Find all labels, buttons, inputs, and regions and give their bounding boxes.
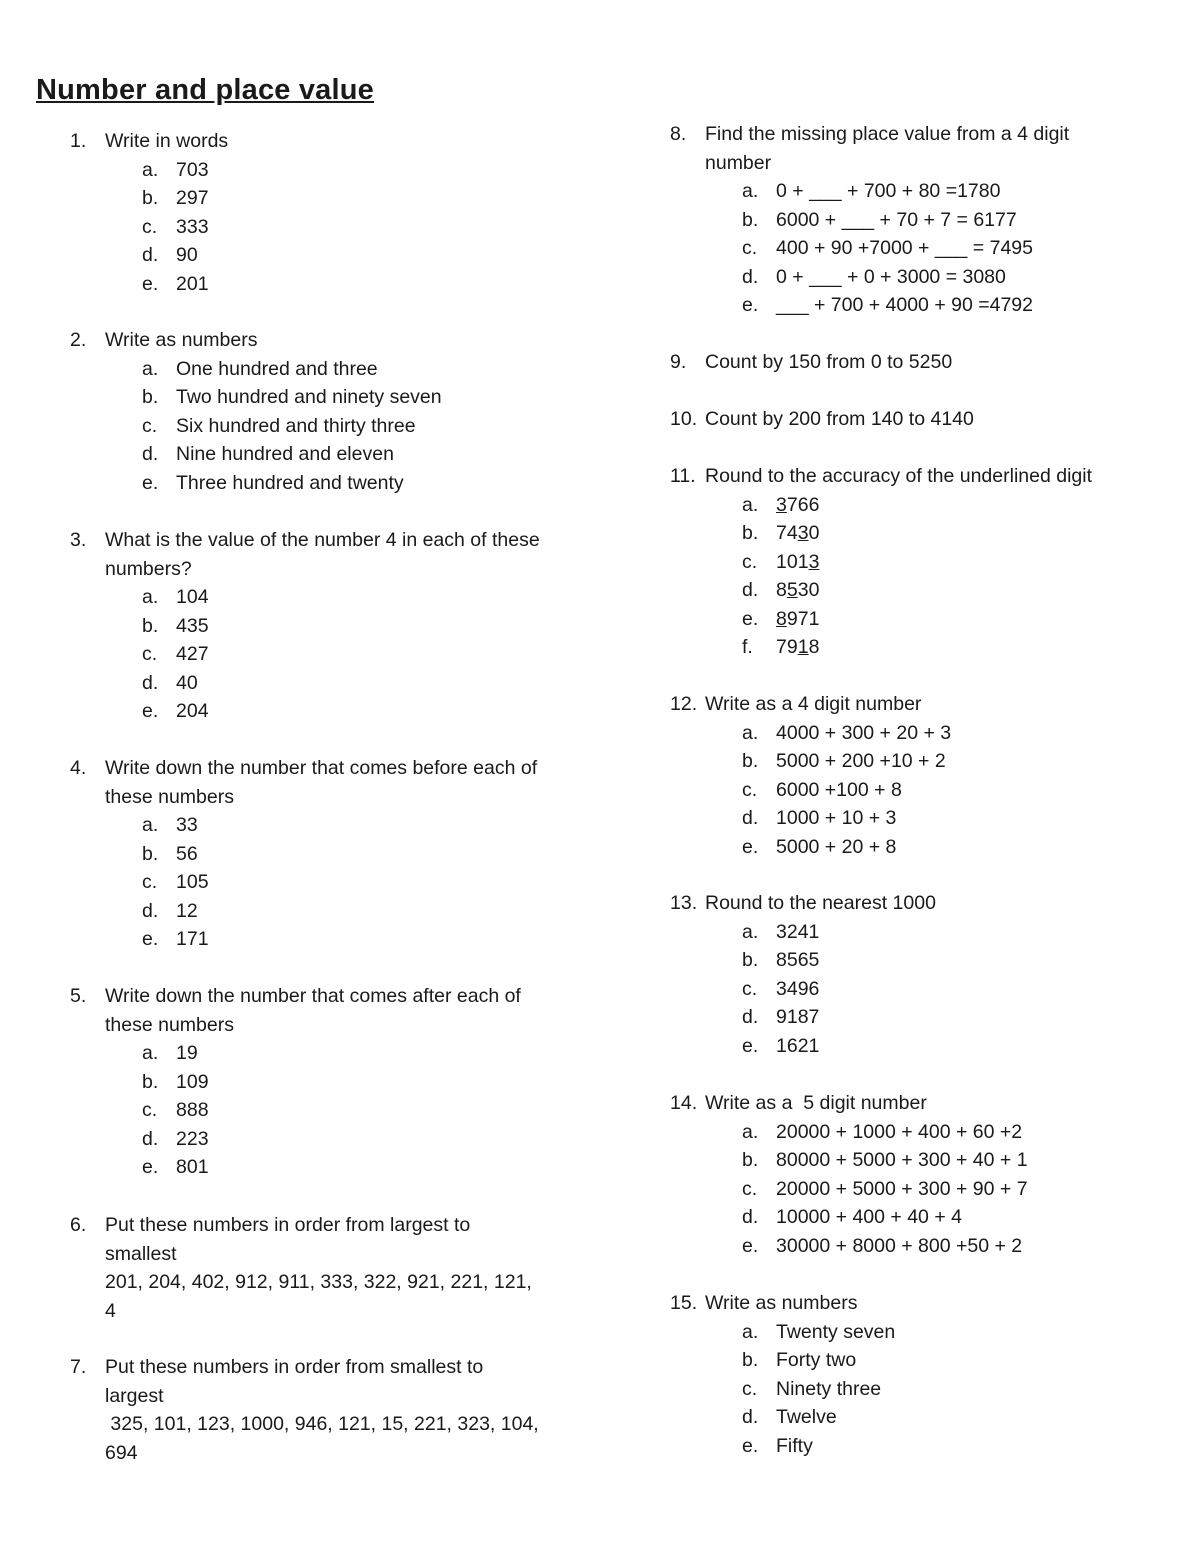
list-item: [670, 633, 1180, 662]
item-value: Nine hundred and eleven: [176, 443, 394, 465]
list-item: [670, 1146, 1170, 1175]
item-value: 223: [176, 1127, 209, 1150]
item-value: 400 + 90 +7000 + ___ = 7495: [776, 237, 1033, 259]
item-letter: c.: [742, 1177, 758, 1200]
item-letter: b.: [142, 386, 159, 408]
question-text: Write as numbers: [705, 1292, 858, 1314]
item-value: 20000 + 1000 + 400 + 60 +2: [776, 1120, 1023, 1143]
list-item: [670, 548, 1180, 577]
list-item: [70, 612, 560, 641]
digit: 3: [797, 579, 809, 601]
list-item: [670, 1432, 1170, 1461]
item-letter: d.: [742, 1206, 759, 1228]
underlined-digit: 5: [786, 579, 798, 601]
question-text: Write down the number that comes before each of these numbers: [105, 757, 538, 808]
digit: 6: [808, 493, 820, 516]
item-value: 171: [176, 928, 209, 950]
item-value: Three hundred and twenty: [176, 471, 404, 494]
item-value: 20000 + 5000 + 300 + 90 + 7: [776, 1177, 1028, 1200]
question-15: [670, 1289, 1170, 1460]
item-value: Six hundred and thirty three: [176, 414, 416, 437]
digit: 0: [786, 550, 798, 573]
question-text: Write as a 5 digit number: [705, 1092, 927, 1114]
list-item: [70, 925, 560, 954]
list-item: [70, 213, 560, 242]
list-item: [70, 669, 560, 698]
item-letter: b.: [742, 1149, 759, 1171]
item-value: 109: [176, 1070, 209, 1093]
question-9: [670, 348, 1170, 377]
item-value: 56: [176, 842, 198, 865]
list-item: [70, 469, 560, 498]
answer-list: [70, 156, 560, 299]
item-value: 10000 + 400 + 40 + 4: [776, 1206, 962, 1228]
question-number: 7.: [70, 1356, 87, 1378]
item-letter: a.: [742, 1120, 759, 1143]
item-value: 30000 + 8000 + 800 +50 + 2: [776, 1234, 1023, 1257]
item-value: [776, 491, 819, 520]
list-item: [670, 719, 1170, 748]
question-4: [70, 754, 560, 954]
question-number: 6.: [70, 1214, 87, 1236]
item-value: 40: [176, 671, 198, 694]
page-title: Number and place value: [36, 74, 375, 106]
digit: 1: [776, 550, 787, 573]
item-value: 0 + ___ + 700 + 80 =1780: [776, 180, 1001, 202]
list-item: [70, 897, 560, 926]
item-letter: a.: [142, 586, 159, 608]
question-number: 13.: [670, 892, 698, 914]
digit: 8: [776, 579, 787, 601]
list-item: [670, 975, 1170, 1004]
list-item: [70, 156, 560, 185]
question-text: Put these numbers in order from smallest to largest: [105, 1356, 484, 1407]
item-letter: e.: [742, 294, 759, 316]
answer-list: [670, 719, 1170, 862]
question-text: Write as numbers: [105, 329, 258, 351]
list-item: [70, 868, 560, 897]
item-letter: a.: [742, 493, 759, 516]
answer-list: [670, 1118, 1170, 1261]
item-letter: e.: [742, 1234, 759, 1257]
item-letter: a.: [142, 357, 159, 380]
digit: 4: [786, 522, 798, 544]
list-item: [70, 697, 560, 726]
list-item: [670, 918, 1170, 947]
question-2: [70, 326, 560, 497]
list-item: [670, 605, 1180, 634]
question-3: [70, 526, 560, 726]
list-item: [70, 1068, 560, 1097]
item-letter: e.: [142, 928, 159, 950]
list-item: [670, 1232, 1170, 1261]
item-letter: c.: [742, 977, 758, 1000]
item-value: 6000 +100 + 8: [776, 778, 902, 801]
list-item: [670, 234, 1170, 263]
list-item: [70, 440, 560, 469]
list-item: [670, 1318, 1170, 1347]
answer-list: [70, 811, 560, 954]
item-value: 297: [176, 187, 209, 209]
list-item: [70, 1096, 560, 1125]
answer-list: [70, 355, 560, 498]
item-value: One hundred and three: [176, 357, 378, 380]
list-item: [70, 1125, 560, 1154]
question-14: [670, 1089, 1170, 1260]
question-5: [70, 982, 560, 1182]
item-value: 201: [176, 272, 209, 295]
item-value: 4000 + 300 + 20 + 3: [776, 721, 952, 744]
item-letter: b.: [742, 750, 759, 772]
item-letter: e.: [742, 607, 759, 630]
item-value: 1621: [776, 1034, 820, 1057]
item-letter: a.: [742, 920, 759, 943]
question-number: 4.: [70, 757, 87, 779]
item-letter: e.: [142, 272, 159, 295]
digit: 9: [786, 636, 798, 658]
question-text: Count by 200 from 140 to 4140: [705, 408, 974, 430]
item-value: 435: [176, 614, 209, 637]
item-value: 5000 + 20 + 8: [776, 835, 897, 858]
answer-list: [670, 491, 1180, 662]
item-letter: c.: [742, 550, 758, 573]
item-value: 105: [176, 871, 209, 893]
list-item: [670, 1032, 1170, 1061]
item-letter: a.: [142, 814, 159, 836]
item-value: 801: [176, 1156, 209, 1178]
list-item: [670, 177, 1170, 206]
list-item: [70, 184, 560, 213]
item-value: Ninety three: [776, 1377, 882, 1400]
item-letter: d.: [142, 899, 159, 922]
digit: 7: [797, 607, 809, 630]
item-value: Two hundred and ninety seven: [176, 386, 442, 408]
list-item: [70, 583, 560, 612]
item-value: Forty two: [776, 1349, 857, 1371]
question-1: [70, 127, 560, 298]
list-item: [670, 946, 1170, 975]
item-value: 5000 + 200 +10 + 2: [776, 750, 946, 772]
list-item: [670, 776, 1170, 805]
question-number: 11.: [670, 465, 696, 487]
digit: 1: [797, 550, 809, 573]
item-letter: d.: [742, 265, 759, 288]
item-letter: d.: [142, 671, 159, 694]
item-value: 204: [176, 700, 209, 722]
list-item: [670, 519, 1180, 548]
answer-list: [670, 918, 1170, 1061]
item-letter: e.: [742, 835, 759, 858]
item-letter: b.: [742, 1349, 759, 1371]
list-item: [670, 1403, 1170, 1432]
underlined-digit: 3: [776, 493, 787, 516]
item-letter: a.: [142, 158, 159, 181]
item-value: 90: [176, 244, 198, 266]
item-letter: b.: [742, 522, 759, 544]
question-text: Round to the nearest 1000: [705, 892, 936, 914]
item-letter: b.: [742, 949, 759, 971]
item-letter: f.: [742, 636, 753, 658]
question-8: [670, 120, 1170, 320]
question-text: What is the value of the number 4 in each of these numbers?: [105, 529, 540, 580]
list-item: [670, 1003, 1170, 1032]
answer-list: [670, 177, 1170, 320]
number-sequence: 201, 204, 402, 912, 911, 333, 322, 921, 221, 121, 4: [105, 1271, 532, 1322]
item-letter: e.: [742, 1034, 759, 1057]
list-item: [670, 1175, 1170, 1204]
item-letter: c.: [142, 871, 158, 893]
item-letter: e.: [142, 1156, 159, 1178]
item-value: 1000 + 10 + 3: [776, 807, 897, 829]
question-text: Count by 150 from 0 to 5250: [705, 351, 953, 373]
item-letter: b.: [142, 187, 159, 209]
item-value: 703: [176, 158, 209, 181]
digit: 6: [797, 493, 809, 516]
item-value: 427: [176, 643, 209, 665]
underlined-digit: 1: [797, 636, 809, 658]
item-letter: a.: [742, 721, 759, 744]
list-item: [670, 804, 1170, 833]
question-text: Write in words: [105, 130, 229, 152]
item-letter: e.: [142, 471, 159, 494]
item-value: [776, 633, 819, 662]
item-letter: b.: [142, 842, 159, 865]
list-item: [670, 833, 1170, 862]
item-value: 333: [176, 215, 209, 238]
item-letter: d.: [742, 807, 759, 829]
digit: 7: [776, 522, 787, 544]
item-letter: c.: [142, 1099, 158, 1121]
answer-list: [70, 583, 560, 726]
question-number: 15.: [670, 1292, 698, 1314]
list-item: [670, 1346, 1170, 1375]
item-value: Fifty: [776, 1434, 813, 1457]
question-text: Round to the accuracy of the underlined digit: [705, 465, 1093, 487]
item-letter: d.: [142, 1127, 159, 1150]
underlined-digit: 8: [776, 607, 787, 630]
item-letter: e.: [742, 1434, 759, 1457]
question-number: 10.: [670, 408, 698, 430]
question-number: 8.: [670, 123, 687, 145]
question-number: 2.: [70, 329, 87, 351]
number-sequence: 325, 101, 123, 1000, 946, 121, 15, 221, 323, 104, 694: [105, 1413, 545, 1464]
answer-list: [70, 1039, 560, 1182]
list-item: [70, 355, 560, 384]
list-item: [70, 383, 560, 412]
answer-list: [670, 1318, 1170, 1461]
item-value: 888: [176, 1099, 209, 1121]
digit: 7: [776, 636, 787, 658]
digit: 8: [808, 636, 820, 658]
item-letter: c.: [742, 778, 758, 801]
question-text: Write down the number that comes after each of these numbers: [105, 985, 521, 1036]
item-value: 8565: [776, 949, 820, 971]
digit: 0: [808, 579, 820, 601]
item-letter: d.: [742, 579, 759, 601]
list-item: [670, 291, 1170, 320]
question-text: Find the missing place value from a 4 digit number: [705, 123, 1070, 174]
list-item: [670, 747, 1170, 776]
digit: 7: [786, 493, 798, 516]
list-item: [670, 576, 1180, 605]
question-number: 12.: [670, 693, 698, 715]
digit: 9: [786, 607, 798, 630]
list-item: [70, 241, 560, 270]
question-6: [70, 1211, 540, 1325]
item-letter: a.: [742, 180, 759, 202]
item-value: [776, 576, 819, 605]
list-item: [70, 640, 560, 669]
item-value: 19: [176, 1042, 198, 1064]
item-value: 0 + ___ + 0 + 3000 = 3080: [776, 265, 1006, 288]
underlined-digit: 3: [797, 522, 809, 544]
item-letter: c.: [142, 215, 158, 238]
item-value: [776, 605, 819, 634]
list-item: [70, 270, 560, 299]
list-item: [670, 1375, 1170, 1404]
question-text: Put these numbers in order from largest to smallest: [105, 1214, 471, 1265]
question-number: 5.: [70, 985, 87, 1007]
list-item: [70, 811, 560, 840]
item-letter: b.: [142, 1070, 159, 1093]
question-number: 3.: [70, 529, 87, 551]
question-12: [670, 690, 1170, 861]
item-letter: a.: [142, 1042, 159, 1064]
question-text: Write as a 4 digit number: [705, 693, 922, 715]
item-value: 80000 + 5000 + 300 + 40 + 1: [776, 1149, 1028, 1171]
list-item: [670, 1118, 1170, 1147]
question-number: 9.: [670, 351, 687, 373]
question-7: [70, 1353, 545, 1467]
item-value: [776, 519, 819, 548]
item-value: [776, 548, 819, 577]
item-value: 6000 + ___ + 70 + 7 = 6177: [776, 208, 1017, 231]
list-item: [670, 491, 1180, 520]
underlined-digit: 3: [808, 550, 820, 573]
item-value: 9187: [776, 1006, 820, 1028]
list-item: [670, 263, 1170, 292]
list-item: [670, 206, 1170, 235]
item-value: 3496: [776, 977, 820, 1000]
item-value: ___ + 700 + 4000 + 90 =4792: [776, 294, 1033, 316]
digit: 1: [808, 607, 820, 630]
item-value: 3241: [776, 920, 820, 943]
item-letter: c.: [742, 1377, 758, 1400]
question-13: [670, 889, 1170, 1060]
item-letter: e.: [142, 700, 159, 722]
item-letter: a.: [742, 1320, 759, 1343]
list-item: [70, 840, 560, 869]
item-letter: d.: [142, 443, 159, 465]
item-letter: b.: [742, 208, 759, 231]
item-value: Twenty seven: [776, 1320, 896, 1343]
question-number: 14.: [670, 1092, 698, 1114]
digit: 0: [808, 522, 820, 544]
item-value: 33: [176, 814, 198, 836]
item-value: 12: [176, 899, 198, 922]
item-letter: b.: [142, 614, 159, 637]
list-item: [670, 1203, 1170, 1232]
item-value: Twelve: [776, 1406, 837, 1428]
list-item: [70, 1153, 560, 1182]
list-item: [70, 1039, 560, 1068]
list-item: [70, 412, 560, 441]
item-letter: d.: [742, 1406, 759, 1428]
question-10: [670, 405, 1170, 434]
item-value: 104: [176, 586, 209, 608]
item-letter: c.: [742, 237, 758, 259]
item-letter: d.: [142, 244, 159, 266]
item-letter: c.: [142, 414, 158, 437]
item-letter: d.: [742, 1006, 759, 1028]
item-letter: c.: [142, 643, 158, 665]
question-number: 1.: [70, 130, 87, 152]
question-11: [670, 462, 1180, 662]
